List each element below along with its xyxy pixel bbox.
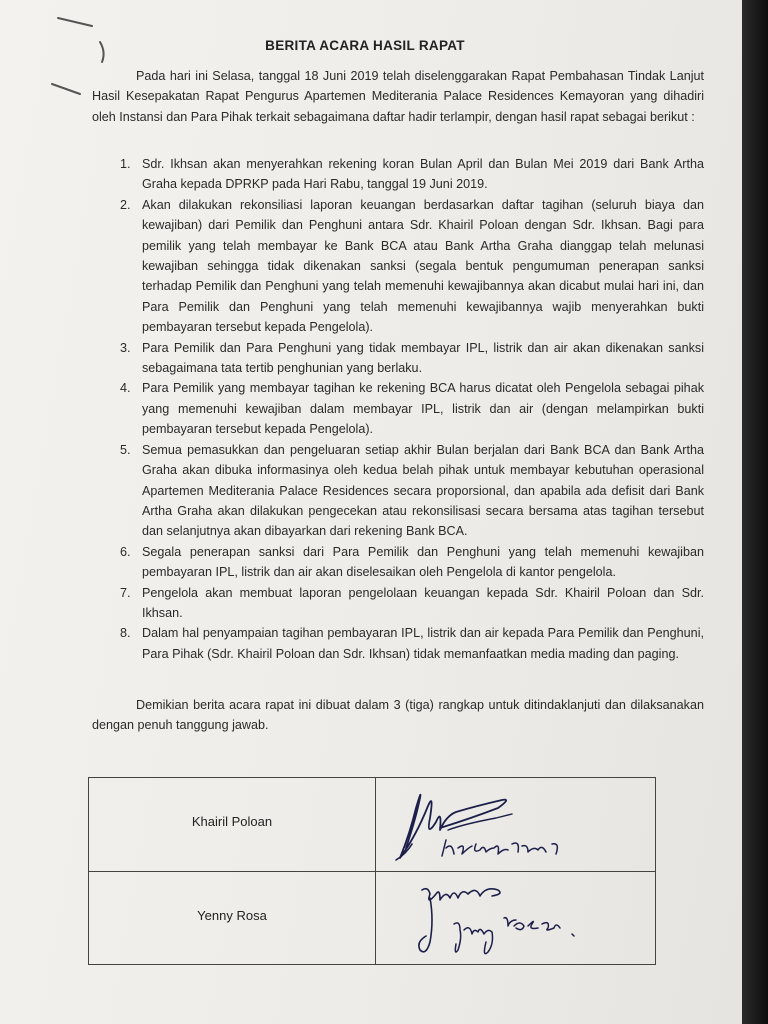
item-number: 7. — [120, 585, 131, 600]
item-number: 1. — [120, 157, 131, 171]
item-number: 4. — [120, 381, 131, 396]
document-title: BERITA ACARA HASIL RAPAT — [265, 38, 465, 53]
intro-paragraph: Pada hari ini Selasa, tanggal 18 Juni 2019 telah diselenggarakan Rapat Pembahasan Tindak Lanjut Hasil Kesepakatan Rapat Pengurus Apartemen Mediterania Palace Residences Kemayoran yang dihadiri oleh Instansi dan Para Pihak terkait sebagaimana daftar hadir terlampir, dengan hasil rapat sebagai berikut : — [92, 69, 704, 124]
item-number: 3. — [120, 340, 131, 355]
list-item — [92, 338, 704, 379]
signatory-name: Khairil Poloan — [191, 814, 273, 829]
signature-yenny-rosa — [376, 872, 654, 965]
list-item — [92, 542, 704, 583]
item-number: 2. — [120, 197, 131, 212]
item-text: Pengelola akan membuat laporan pengelolaan keuangan kepada Sdr. Khairil Poloan dan Sdr. Ikhsan. — [142, 585, 704, 620]
item-number: 5. — [120, 442, 131, 457]
list-item — [92, 378, 704, 439]
list-item — [92, 623, 704, 664]
list-item — [92, 583, 704, 624]
list-item — [92, 154, 704, 195]
signature-row — [89, 871, 655, 965]
item-number: 6. — [120, 544, 131, 559]
item-number: 8. — [120, 626, 131, 641]
column-divider — [375, 778, 376, 964]
signatory-name: Yenny Rosa — [197, 908, 267, 923]
list-item — [92, 195, 704, 338]
signature-row — [89, 778, 655, 871]
item-text: Para Pemilik dan Para Penghuni yang tidak membayar IPL, listrik dan air akan dikenakan sanksi sebagaimana tata tertib penghunian yang berlaku. — [142, 340, 704, 376]
item-text: Sdr. Ikhsan akan menyerahkan rekening koran Bulan April dan Bulan Mei 2019 dari Bank Artha Graha kepada DPRKP pada Hari Rabu, tanggal 19 Juni 2019. — [142, 157, 704, 192]
signature-khairil-poloan — [376, 778, 654, 871]
closing-paragraph: Demikian berita acara rapat ini dibuat dalam 3 (tiga) rangkap untuk ditindaklanjuti dan dilaksanakan dengan penuh tanggung jawab. — [92, 698, 704, 733]
list-item — [92, 440, 704, 542]
item-text: Segala penerapan sanksi dari Para Pemilik dan Penghuni yang telah memenuhi kewajiban pembayaran IPL, listrik dan air akan diselesaikan oleh Pengelola di kantor pengelola. — [142, 544, 704, 580]
item-text: Akan dilakukan rekonsiliasi laporan keuangan berdasarkan daftar tagihan (seluruh biaya dan kewajiban) dari Pemilik dan Penghuni antara Sdr. Khairil Poloan dengan Sdr. Ikhsan. Bagi para pemilik yang telah membayar ke Bank BCA atau Bank Artha Graha dianggap telah melunasi kewajiban sehingga tidak dikenakan sanksi (segala bentuk pengumuman penerapan sanksi terhadap Pemilik dan Penghuni yang telah memenuhi kewajibannya akan dicabut mulai hari ini, dan Para Pemilik dan Penghuni yang telah memenuhi kewajibannya wajib menyerahkan bukti pembayaran tersebut kepada Pengelola). — [142, 197, 704, 335]
item-text: Para Pemilik yang membayar tagihan ke rekening BCA harus dicatat oleh Pengelola sebagai pihak yang memenuhi kewajiban dalam membayar IPL, listrik dan air (dengan melampirkan bukti pembayaran tersebut kepada Pengelola). — [142, 381, 704, 437]
signature-table — [88, 777, 656, 965]
resolution-list — [92, 154, 704, 664]
item-text: Semua pemasukkan dan pengeluaran setiap akhir Bulan berjalan dari Bank BCA dan Bank Artha Graha akan dibuka informasinya oleh kedua belah pihak untuk membayar kebutuhan operasional Apartemen Mediterania Palace Residences secara proporsional, dan apabila ada defisit dari Bank Artha Graha akan dilakukan pengecekan atau rekonsilisasi secara bersama atas tagihan tersebut dan selanjutnya akan dibayarkan dari rekening Bank BCA. — [142, 442, 704, 539]
background-edge — [742, 0, 768, 1024]
item-text: Dalam hal penyampaian tagihan pembayaran IPL, listrik dan air kepada Para Pemilik dan Penghuni, Para Pihak (Sdr. Khairil Poloan dan Sdr. Ikhsan) tidak memanfaatkan media mading dan paging. — [142, 626, 704, 661]
